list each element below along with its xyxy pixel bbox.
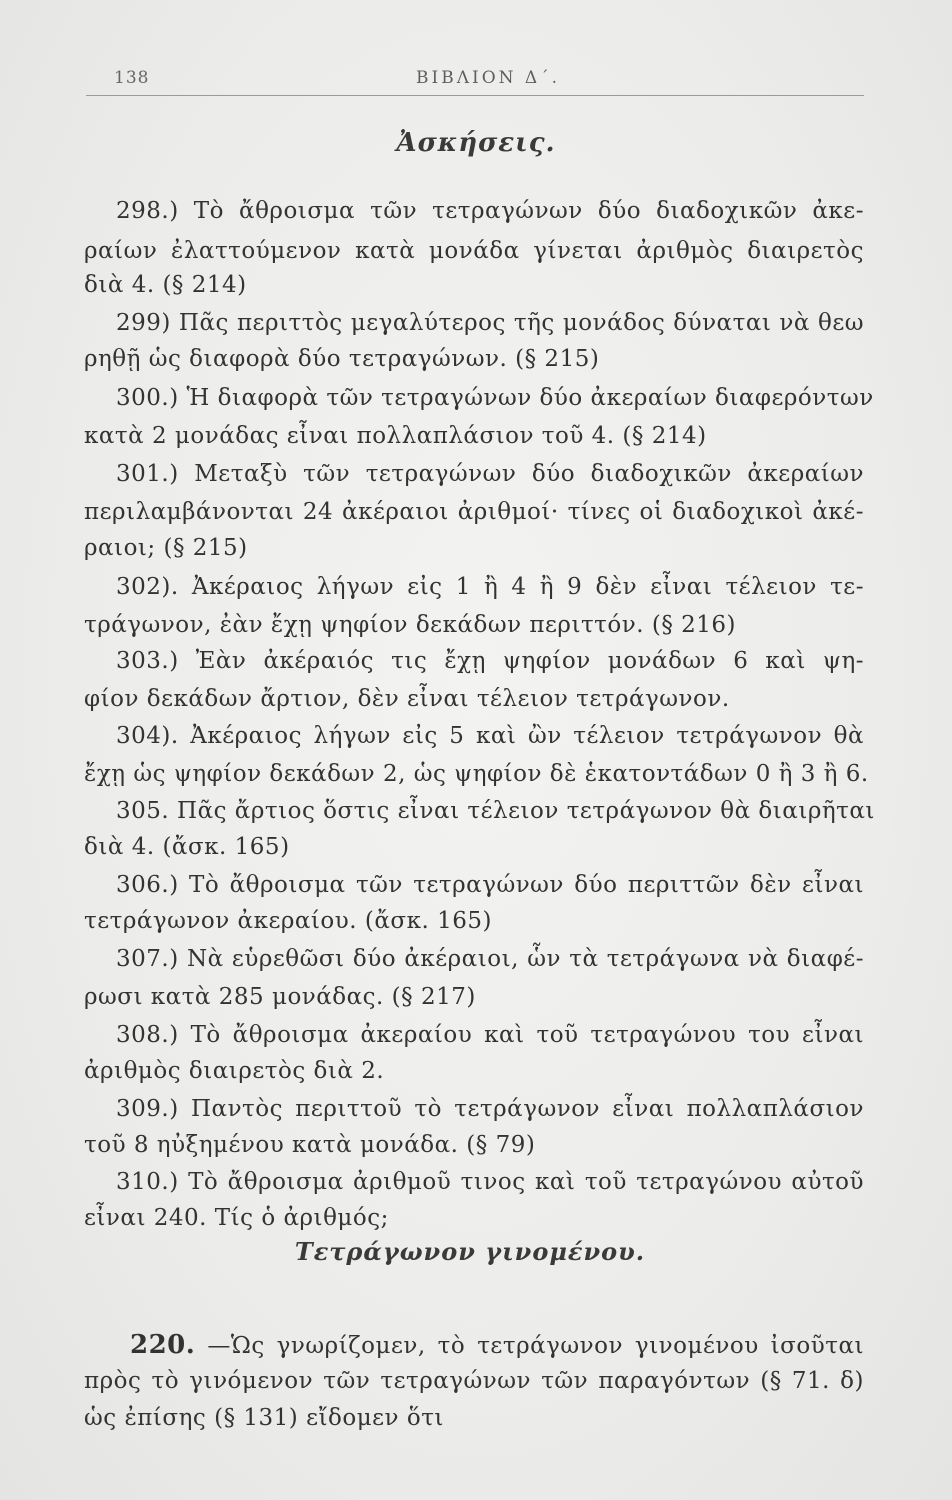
paragraph-220-first-line	[130, 1330, 864, 1361]
text-line: ρηθῇ ὡς διαφορὰ δύο τετραγώνων. (§ 215)	[84, 346, 600, 372]
running-head: ΒΙΒΛΙΟΝ Δ΄.	[416, 68, 561, 88]
text-line: 305. Πᾶς ἄρτιος ὅστις εἶναι τέλειον τετράγωνον θὰ διαιρῆται	[116, 798, 875, 824]
text-line: 302). Ἀκέραιος λήγων εἰς 1 ἢ 4 ἢ 9 δὲν εἶναι τέλειον τε-	[116, 574, 864, 600]
text-line: τράγωνον, ἐὰν ἔχῃ ψηφίον δεκάδων περιττόν. (§ 216)	[84, 612, 737, 638]
text-line: ρωσι κατὰ 285 μονάδας. (§ 217)	[84, 984, 476, 1010]
text-line: 301.) Μεταξὺ τῶν τετραγώνων δύο διαδοχικῶν ἀκεραίων	[116, 461, 864, 487]
page-number: 138	[114, 68, 150, 88]
text-line: εἶναι 240. Τίς ὁ ἀριθμός;	[84, 1205, 389, 1231]
paragraph-number: 220.	[130, 1330, 196, 1360]
text-line: διὰ 4. (§ 214)	[84, 272, 247, 298]
text-line: 300.) Ἡ διαφορὰ τῶν τετραγώνων δύο ἀκεραίων διαφερόντων	[116, 385, 874, 411]
text-line: ὡς ἐπίσης (§ 131) εἴδομεν ὅτι	[84, 1405, 444, 1431]
text-line: τετράγωνον ἀκεραίου. (ἄσκ. 165)	[84, 908, 492, 934]
page-header	[86, 68, 864, 98]
text-line: ραίων ἐλαττούμενον κατὰ μονάδα γίνεται ἀριθμὸς διαιρετὸς	[84, 238, 864, 264]
paragraph-220-text: —Ὡς γνωρίζομεν, τὸ τετράγωνον γινομένου ἰσοῦται	[207, 1333, 864, 1359]
text-line: τοῦ 8 ηὐξημένου κατὰ μονάδα. (§ 79)	[84, 1132, 536, 1158]
text-line: κατὰ 2 μονάδας εἶναι πολλαπλάσιον τοῦ 4. (§ 214)	[84, 423, 707, 449]
text-line: διὰ 4. (ἄσκ. 165)	[84, 834, 290, 860]
text-line: φίον δεκάδων ἄρτιον, δὲν εἶναι τέλειον τετράγωνον.	[84, 686, 730, 712]
text-line: πρὸς τὸ γινόμενον τῶν τετραγώνων τῶν παραγόντων (§ 71. δ)	[84, 1368, 864, 1394]
text-line: 304). Ἀκέραιος λήγων εἰς 5 καὶ ὢν τέλειον τετράγωνον θὰ	[116, 723, 864, 749]
text-line: 303.) Ἐὰν ἀκέραιός τις ἔχῃ ψηφίον μονάδων 6 καὶ ψη-	[116, 648, 864, 674]
text-line: 299) Πᾶς περιττὸς μεγαλύτερος τῆς μονάδος δύναται νὰ θεω	[116, 310, 864, 336]
text-line: 309.) Παντὸς περιττοῦ τὸ τετράγωνον εἶναι πολλαπλάσιον	[116, 1096, 864, 1122]
text-line: ἔχῃ ὡς ψηφίον δεκάδων 2, ὡς ψηφίον δὲ ἑκατοντάδων 0 ἢ 3 ἢ 6.	[84, 761, 869, 787]
text-line: 298.) Τὸ ἄθροισμα τῶν τετραγώνων δύο διαδοχικῶν ἀκε-	[116, 198, 864, 224]
section-title: Ἀσκήσεις.	[396, 128, 556, 158]
header-rule	[86, 95, 864, 96]
text-line: 308.) Τὸ ἄθροισμα ἀκεραίου καὶ τοῦ τετραγώνου του εἶναι	[116, 1022, 864, 1048]
text-line: περιλαμβάνονται 24 ἀκέραιοι ἀριθμοί· τίνες οἱ διαδοχικοὶ ἀκέ-	[84, 499, 864, 525]
subsection-title: Τετράγωνον γινομένου.	[294, 1237, 646, 1266]
text-line: ραιοι; (§ 215)	[84, 535, 248, 561]
text-line: 310.) Τὸ ἄθροισμα ἀριθμοῦ τινος καὶ τοῦ τετραγώνου αὐτοῦ	[116, 1169, 864, 1195]
text-line: 307.) Νὰ εὑρεθῶσι δύο ἀκέραιοι, ὧν τὰ τετράγωνα νὰ διαφέ-	[116, 946, 864, 972]
text-line: 306.) Τὸ ἄθροισμα τῶν τετραγώνων δύο περιττῶν δὲν εἶναι	[116, 872, 864, 898]
text-line: ἀριθμὸς διαιρετὸς διὰ 2.	[84, 1058, 385, 1084]
